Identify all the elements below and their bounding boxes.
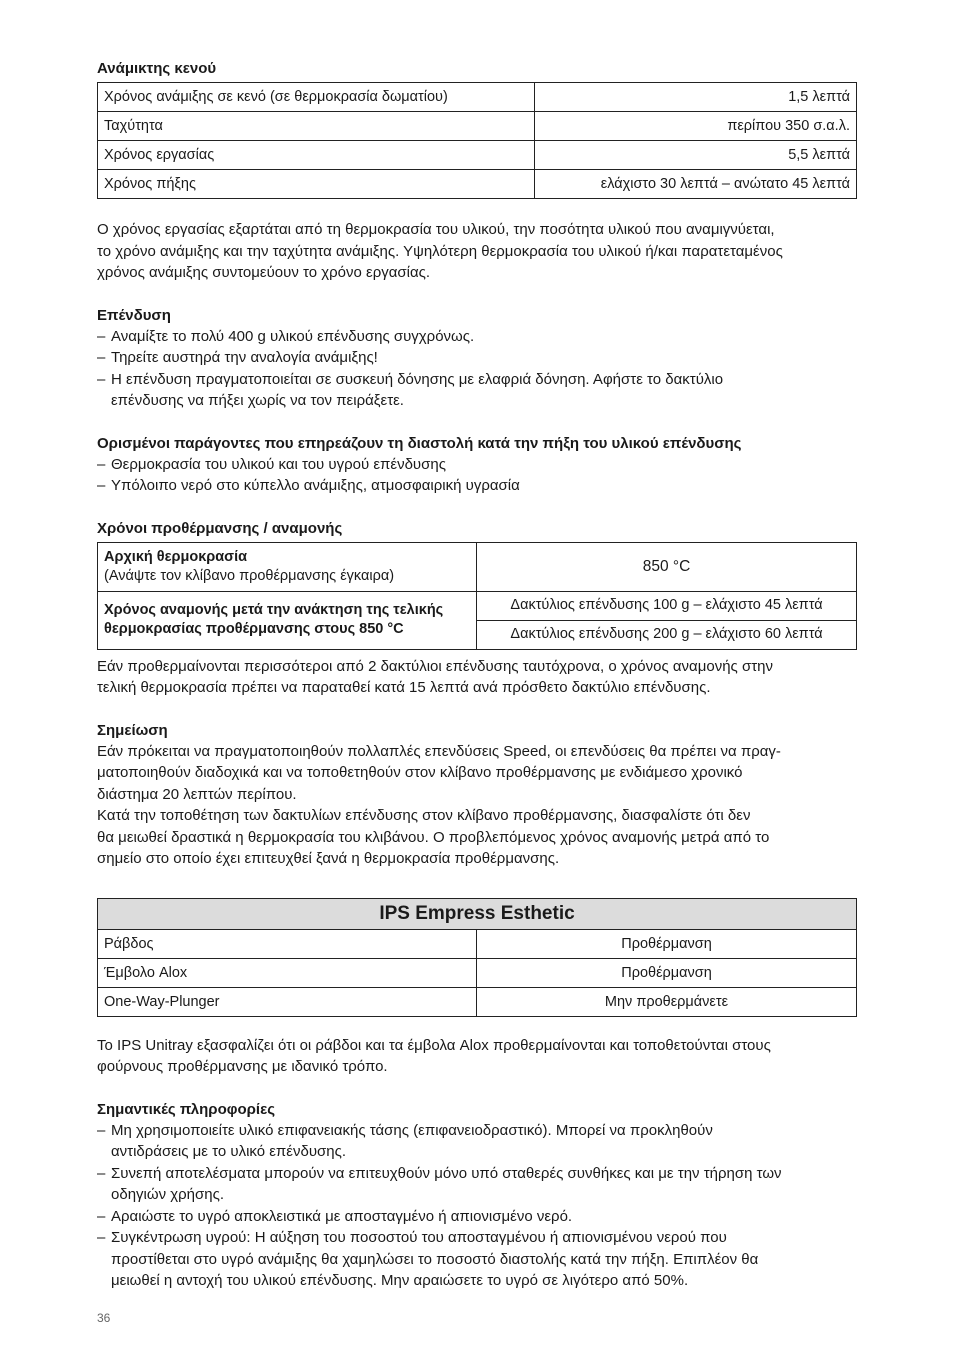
start-temp-sub: (Ανάψτε τον κλίβανο προθέρμανσης έγκαιρα) — [104, 567, 395, 584]
list-item — [97, 1227, 857, 1292]
text-line: αντιδράσεις με το υλικό επένδυσης. — [111, 1143, 347, 1160]
text-line: σημείο στο οποίο έχει επιτευχθεί ξανά η θερμοκρασία προθέρμανσης. — [97, 850, 560, 867]
ips-value: Προθέρμανση — [477, 958, 857, 987]
ips-label: One-Way-Plunger — [98, 987, 477, 1016]
page-number: 36 — [97, 1311, 111, 1325]
table-row — [98, 542, 857, 591]
start-temp-label: Αρχική θερμοκρασία — [104, 548, 248, 565]
preheat-heading: Χρόνοι προθέρμανσης / αναμονής — [97, 519, 343, 537]
mixer-value: ελάχιστο 30 λεπτά – ανώτατο 45 λεπτά — [535, 170, 857, 199]
table-row — [98, 112, 857, 141]
text-line: χρόνος ανάμιξης συντομεύουν το χρόνο εργασίας. — [97, 264, 431, 281]
factors-list — [97, 454, 857, 497]
table-row — [98, 170, 857, 199]
mixer-value: 1,5 λεπτά — [535, 83, 857, 112]
ips-table — [97, 898, 857, 1017]
table-row — [98, 83, 857, 112]
ips-title: IPS Empress Esthetic — [98, 898, 857, 929]
ips-label: Ράβδος — [98, 929, 477, 958]
remark-heading: Σημείωση — [97, 721, 168, 739]
wait-200g: Δακτύλιος επένδυσης 200 g – ελάχιστο 60 λεπτά — [477, 620, 857, 649]
text-line: θερμοκρασίας προθέρμανσης στους 850 °C — [104, 621, 404, 637]
remark-body — [97, 741, 857, 870]
text-line: Συγκέντρωση υγρού: Η αύξηση του ποσοστού του αποσταγμένου ή απιονισμένου νερού που — [111, 1229, 727, 1246]
mixer-value: περίπου 350 σ.α.λ. — [535, 112, 857, 141]
important-list — [97, 1120, 857, 1292]
table-header-row — [98, 898, 857, 929]
list-item: – Θερμοκρασία του υλικού και του υγρού επένδυσης — [97, 454, 857, 476]
text-line: Το IPS Unitray εξασφαλίζει ότι οι ράβδοι και τα έμβολα Alox προθερμαίνονται και τοποθετούνται στους — [97, 1036, 771, 1054]
text-line: Ο χρόνος εργασίας εξαρτάται από τη θερμοκρασία του υλικού, την ποσότητα υλικού που αναμιγνύεται, — [97, 221, 775, 238]
wait-time-label-cell — [98, 591, 477, 649]
mixer-label: Ταχύτητα — [98, 112, 535, 141]
start-temp-label-cell — [98, 542, 477, 591]
list-item: – Υπόλοιπο νερό στο κύπελλο ανάμιξης, ατμοσφαιρική υγρασία — [97, 475, 857, 497]
text-line: Η επένδυση πραγματοποιείται σε συσκευή δόνησης με ελαφριά δόνηση. Αφήστε το δακτύλιο — [111, 370, 724, 388]
text-line: Συνεπή αποτελέσματα μπορούν να επιτευχθούν μόνο υπό σταθερές συνθήκες και με την τήρηση των — [111, 1164, 782, 1182]
text-line: Κατά την τοποθέτηση των δακτυλίων επένδυσης στον κλίβανο προθέρμανσης, διασφαλίστε ότι δεν — [97, 807, 751, 824]
text-line: Μη χρησιμοποιείτε υλικό επιφανειακής τάσης (επιφανειοδραστικό). Μπορεί να προκληθούν — [111, 1121, 713, 1139]
text-line: Εάν πρόκειται να πραγματοποιηθούν πολλαπλές επενδύσεις Speed, οι επενδύσεις θα πρέπει να πραγ- — [97, 742, 781, 760]
mixer-heading: Ανάμικτης κενού — [97, 60, 217, 77]
text-line: ματοποιηθούν διαδοχικά και να τοποθετηθούν στον κλίβανο προθέρμανσης με ενδιάμεσο χρονικό — [97, 764, 743, 781]
table-row — [98, 958, 857, 987]
list-item: – Τηρείτε αυστηρά την αναλογία ανάμιξης! — [97, 347, 857, 369]
table-row — [98, 591, 857, 620]
preheat-table — [97, 542, 857, 650]
text-line: διάστημα 20 λεπτών περίπου. — [97, 785, 297, 803]
ips-note — [97, 1035, 857, 1078]
list-item: – Αραιώστε το υγρό αποκλειστικά με αποσταγμένο ή απιονισμένο νερό. — [97, 1206, 857, 1228]
list-item — [97, 1120, 857, 1163]
factors-heading: Ορισμένοι παράγοντες που επηρεάζουν τη διαστολή κατά την πήξη του υλικού επένδυσης — [97, 434, 742, 452]
text-line: θα μειωθεί δραστικά η θερμοκρασία του κλιβάνου. Ο προβλεπόμενος χρόνος αναμονής μετρά από το — [97, 828, 770, 846]
investment-heading: Επένδυση — [97, 306, 171, 324]
text-line: προστίθεται στο υγρό ανάμιξης θα χαμηλώσει το ποσοστό διαστολής κατά την πήξη. Επιπλέον θα — [111, 1250, 759, 1268]
wait-100g: Δακτύλιος επένδυσης 100 g – ελάχιστο 45 λεπτά — [477, 591, 857, 620]
list-item — [97, 369, 857, 412]
ips-value: Προθέρμανση — [477, 929, 857, 958]
mixer-label: Χρόνος εργασίας — [98, 141, 535, 170]
important-heading: Σημαντικές πληροφορίες — [97, 1100, 276, 1118]
mixer-note — [97, 219, 857, 284]
text-line: φούρνους προθέρμανσης με ιδανικό τρόπο. — [97, 1058, 388, 1075]
text-line: οδηγιών χρήσης. — [111, 1186, 224, 1203]
investment-list — [97, 326, 857, 412]
table-row — [98, 987, 857, 1016]
text-line: το χρόνο ανάμιξης και την ταχύτητα ανάμιξης. Υψηλότερη θερμοκρασία του υλικού ή/και παρατεταμένος — [97, 242, 783, 260]
preheat-note — [97, 656, 857, 699]
ips-value: Μην προθερμάνετε — [477, 987, 857, 1016]
table-row — [98, 929, 857, 958]
list-item — [97, 1163, 857, 1206]
page-content — [97, 58, 857, 1292]
table-row — [98, 141, 857, 170]
mixer-label: Χρόνος πήξης — [98, 170, 535, 199]
text-line: Χρόνος αναμονής μετά την ανάκτηση της τελικής — [104, 602, 444, 618]
ips-label: Έμβολο Alox — [98, 958, 477, 987]
start-temp-value: 850 °C — [477, 542, 857, 591]
list-item: – Αναμίξτε το πολύ 400 g υλικού επένδυσης συγχρόνως. — [97, 326, 857, 348]
text-line: επένδυσης να πήξει χωρίς να τον πειράξετε. — [111, 392, 404, 409]
text-line: Εάν προθερμαίνονται περισσότεροι από 2 δακτύλιοι επένδυσης ταυτόχρονα, ο χρόνος αναμονής στην — [97, 657, 773, 675]
text-line: μειωθεί η αντοχή του υλικού επένδυσης. Μην αραιώσετε το υγρό σε λιγότερο από 50%. — [111, 1272, 689, 1289]
mixer-value: 5,5 λεπτά — [535, 141, 857, 170]
mixer-table — [97, 82, 857, 199]
text-line: τελική θερμοκρασία πρέπει να παραταθεί κατά 15 λεπτά ανά πρόσθετο δακτύλιο επένδυσης. — [97, 679, 711, 696]
mixer-label: Χρόνος ανάμιξης σε κενό (σε θερμοκρασία δωματίου) — [98, 83, 535, 112]
